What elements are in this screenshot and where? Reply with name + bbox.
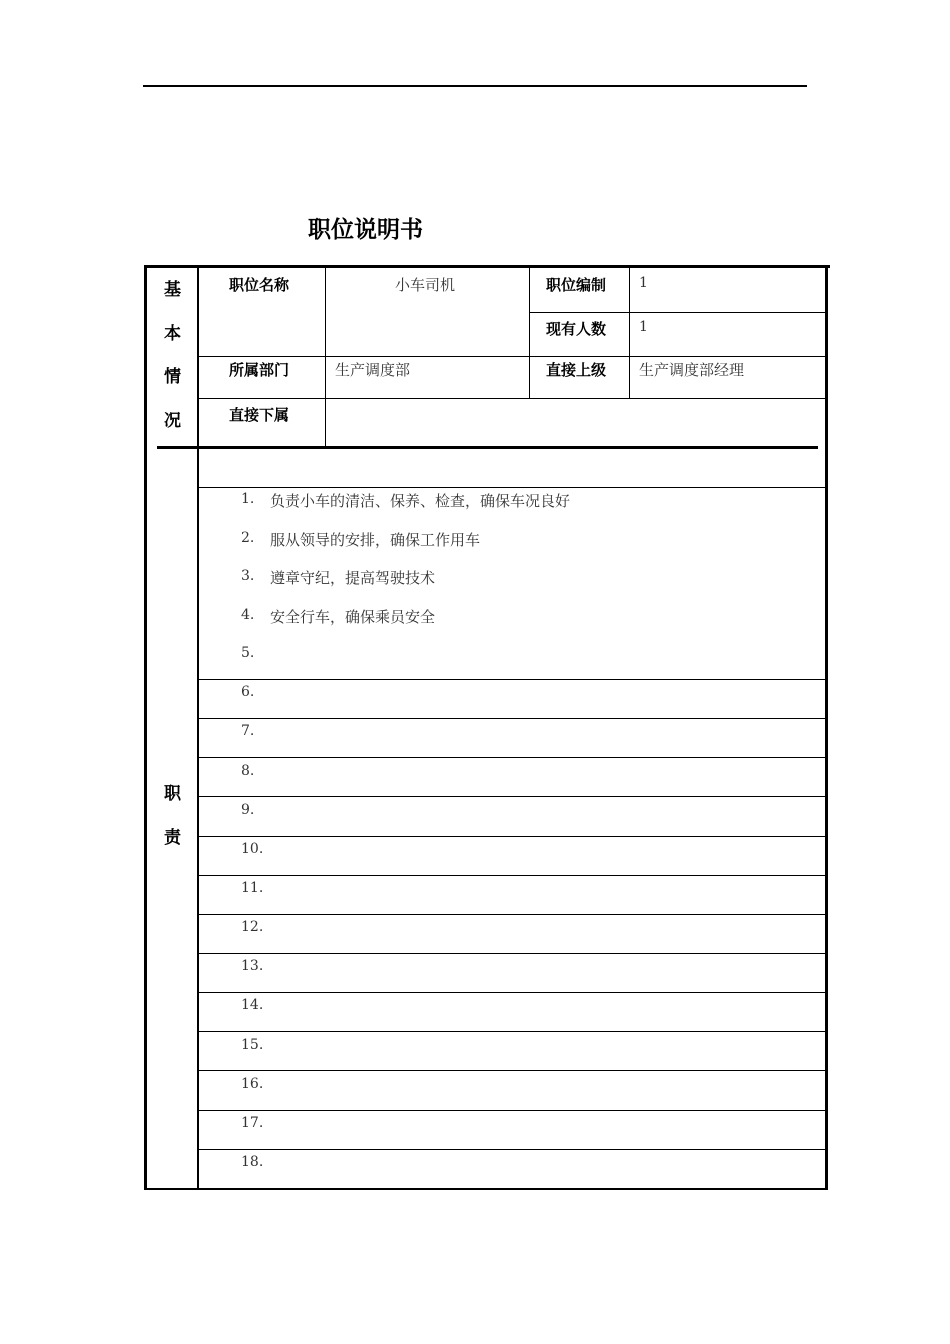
duty-item-number: 17.	[241, 1115, 264, 1131]
supervisor-value: 生产调度部经理	[639, 361, 745, 379]
duties-section-char-1: 职	[164, 784, 181, 804]
table-right-border	[825, 265, 828, 1190]
duty-header-rule	[199, 487, 825, 488]
page-title: 职位说明书	[308, 217, 423, 243]
basic-section-char-3: 情	[164, 367, 181, 387]
duty-item-number: 8.	[241, 763, 255, 779]
duty-row-line	[199, 718, 825, 719]
duty-item-number: 14.	[241, 997, 264, 1013]
position-name-label: 职位名称	[229, 276, 290, 294]
basic-section-char-4: 况	[164, 411, 181, 431]
duty-item-number: 2.	[241, 530, 255, 546]
headcount-value: 1	[639, 275, 648, 291]
duty-row-line	[199, 796, 825, 797]
position-name-value: 小车司机	[395, 276, 456, 294]
duty-row-line	[199, 1070, 825, 1071]
duty-item-number: 13.	[241, 958, 264, 974]
duty-row-line	[199, 875, 825, 876]
duty-row-line	[199, 1031, 825, 1032]
duty-row-line	[199, 992, 825, 993]
section-divider-duties	[197, 449, 199, 1188]
current-count-label: 现有人数	[546, 320, 607, 338]
row-divider-1	[529, 312, 825, 313]
row-divider-2	[197, 356, 825, 357]
department-label: 所属部门	[229, 361, 290, 379]
current-count-value: 1	[639, 319, 648, 335]
duty-item-number: 7.	[241, 723, 255, 739]
duty-item-number: 1.	[241, 491, 255, 507]
section-divider-basic	[197, 268, 199, 448]
duty-item-number: 5.	[241, 645, 255, 661]
duty-row-line	[199, 914, 825, 915]
duties-section-char-2: 责	[164, 828, 181, 848]
duty-item-number: 11.	[241, 880, 264, 896]
basic-section-char-2: 本	[164, 324, 181, 344]
duty-item-text: 服从领导的安排，确保工作用车	[270, 531, 481, 549]
duty-row-line	[199, 836, 825, 837]
duty-item-number: 15.	[241, 1037, 264, 1053]
supervisor-label: 直接上级	[546, 361, 607, 379]
duty-item-number: 18.	[241, 1154, 264, 1170]
duty-item-number: 4.	[241, 607, 255, 623]
header-rule	[143, 85, 807, 87]
duty-item-text: 安全行车，确保乘员安全	[270, 608, 436, 626]
headcount-label: 职位编制	[546, 276, 607, 294]
col-divider-right-label	[629, 268, 630, 398]
table-left-border	[144, 265, 147, 1190]
duty-item-number: 12.	[241, 919, 264, 935]
duty-row-line	[199, 757, 825, 758]
table-top-border	[144, 265, 830, 268]
department-value: 生产调度部	[335, 361, 411, 379]
row-divider-3	[197, 398, 825, 399]
col-divider-label	[325, 268, 326, 448]
duty-item-number: 6.	[241, 684, 255, 700]
duty-item-text: 遵章守纪，提高驾驶技术	[270, 569, 436, 587]
duty-row-line	[199, 953, 825, 954]
table-bottom-border	[144, 1188, 828, 1190]
duty-item-number: 9.	[241, 802, 255, 818]
duty-row-line	[199, 1149, 825, 1150]
duty-row-line	[199, 1110, 825, 1111]
section-rule-basic	[157, 446, 818, 449]
duty-item-number: 16.	[241, 1076, 264, 1092]
col-divider-value	[529, 268, 530, 398]
duty-item-number: 3.	[241, 568, 255, 584]
duty-item-number: 10.	[241, 841, 264, 857]
basic-section-char-1: 基	[164, 280, 181, 300]
subordinate-label: 直接下属	[229, 406, 290, 424]
duty-item-text: 负责小车的清洁、保养、检查，确保车况良好	[270, 492, 571, 510]
duty-row-line	[199, 679, 825, 680]
